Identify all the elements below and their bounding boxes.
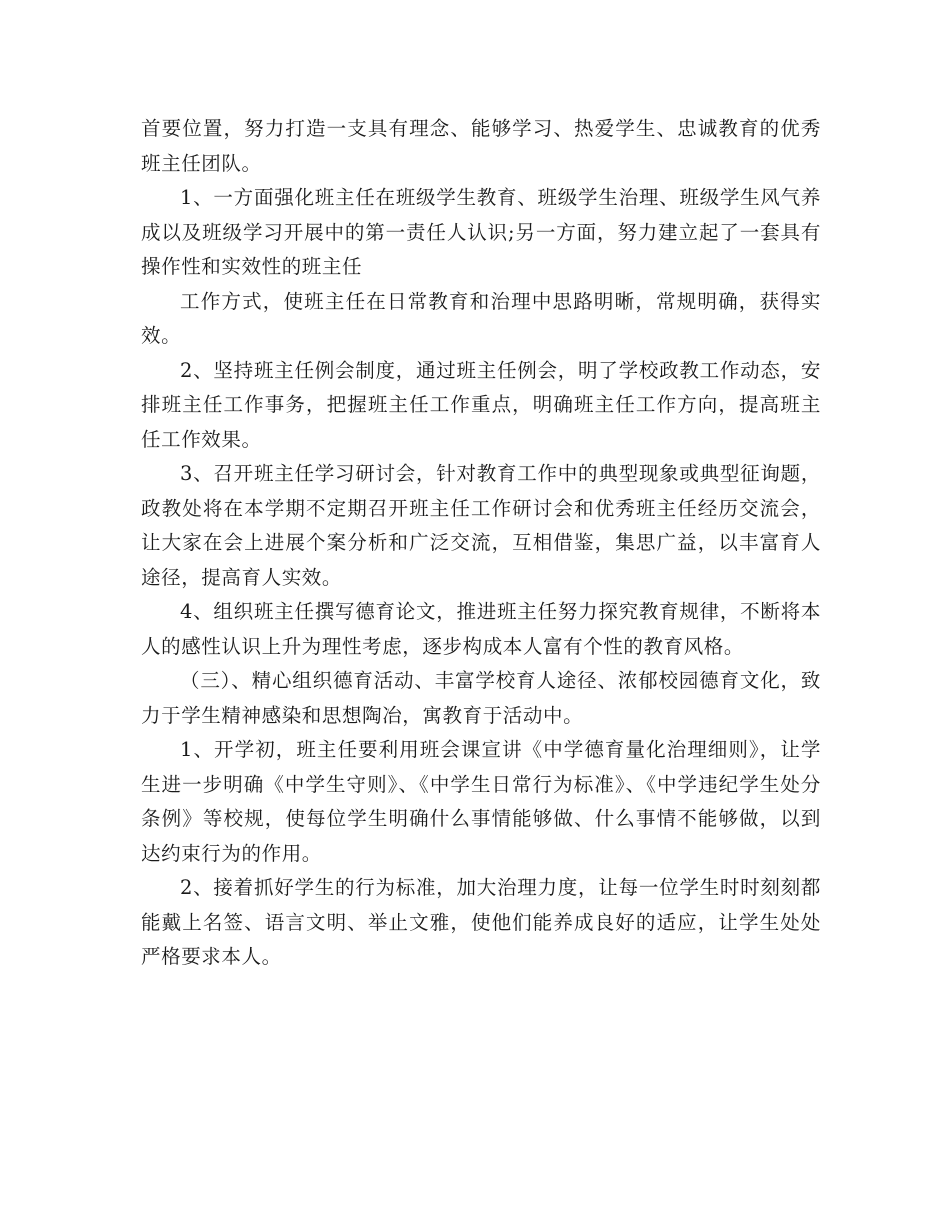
paragraph-section-3-item-1: 1、开学初，班主任要利用班会课宣讲《中学德育量化治理细则》，让学生进一步明确《中学生守则》、《中学生日常行为标准》、《中学违纪学生处分条例》等校规，使每位学生明确什么事情能够做、什么事情不能够做，以到达约束行为的作用。 bbox=[141, 738, 821, 865]
paragraph-item-4: 4、组织班主任撰写德育论文，推进班主任努力探究教育规律，不断将本人的感性认识上升为理性考虑，逐步构成本人富有个性的教育风格。 bbox=[141, 600, 821, 658]
paragraph-item-3: 3、召开班主任学习研讨会，针对教育工作中的典型现象或典型征询题，政教处将在本学期不定期召开班主任工作研讨会和优秀班主任经历交流会，让大家在会上进展个案分析和广泛交流，互相借鉴，集思广益，以丰富育人途径，提高育人实效。 bbox=[141, 462, 821, 589]
document-body bbox=[141, 112, 821, 975]
paragraph-item-2: 2、坚持班主任例会制度，通过班主任例会，明了学校政教工作动态，安排班主任工作事务，把握班主任工作重点，明确班主任工作方向，提高班主任工作效果。 bbox=[141, 358, 821, 451]
paragraph-item-1-continued: 工作方式，使班主任在日常教育和治理中思路明晰，常规明确，获得实效。 bbox=[141, 289, 821, 347]
paragraph-item-1: 1、一方面强化班主任在班级学生教育、班级学生治理、班级学生风气养成以及班级学习开展中的第一责任人认识;另一方面，努力建立起了一套具有操作性和实效性的班主任 bbox=[141, 186, 821, 278]
paragraph-opening: 首要位置，努力打造一支具有理念、能够学习、热爱学生、忠诚教育的优秀班主任团队。 bbox=[141, 117, 821, 175]
section-heading-3: （三）、精心组织德育活动、丰富学校育人途径、浓郁校园德育文化，致力于学生精神感染和思想陶冶，寓教育于活动中。 bbox=[141, 669, 821, 727]
paragraph-section-3-item-2: 2、接着抓好学生的行为标准，加大治理力度，让每一位学生时时刻刻都能戴上名签、语言文明、举止文雅，使他们能养成良好的适应，让学生处处严格要求本人。 bbox=[141, 876, 821, 968]
